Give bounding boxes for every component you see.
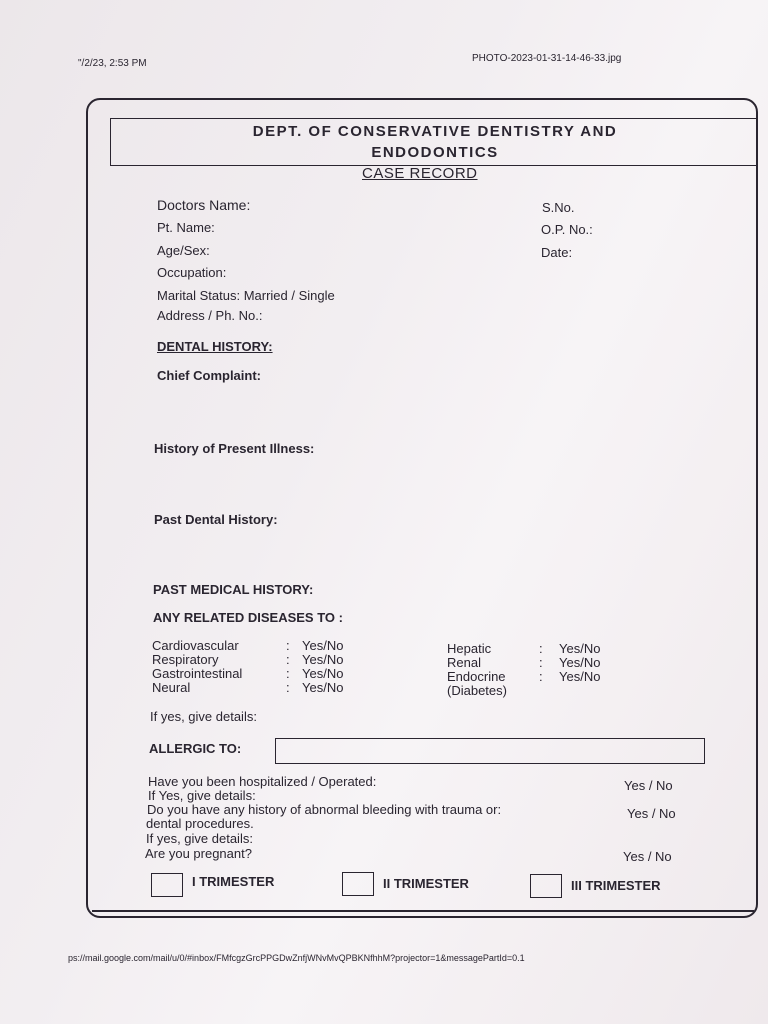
disease-answer: Yes/No	[559, 641, 601, 656]
form-title: CASE RECORD	[362, 165, 478, 182]
disease-answer: Yes/No	[302, 666, 344, 681]
age-sex-label: Age/Sex:	[157, 243, 210, 258]
occupation-label: Occupation:	[157, 265, 227, 280]
bleeding-answer: Yes / No	[627, 806, 676, 821]
disease-answer: Yes/No	[302, 680, 344, 695]
disease-name: Hepatic	[447, 641, 492, 656]
department-line-2: ENDODONTICS	[371, 144, 499, 161]
disease-row: Hepatic : Yes/No	[447, 641, 601, 656]
disease-row: Endocrine : Yes/No	[447, 669, 601, 684]
disease-answer: Yes/No	[559, 669, 601, 684]
trimester-1-checkbox[interactable]	[151, 873, 183, 897]
date-label: Date:	[541, 245, 573, 260]
disease-name: Endocrine	[447, 669, 506, 684]
past-medical-history-heading: PAST MEDICAL HISTORY:	[153, 582, 314, 597]
disease-name: Respiratory	[152, 652, 219, 667]
dental-history-heading: DENTAL HISTORY:	[157, 339, 273, 354]
if-yes-details-label: If yes, give details:	[150, 709, 257, 724]
pregnant-answer: Yes / No	[623, 849, 672, 864]
disease-answer: Yes/No	[302, 652, 344, 667]
trimester-2-checkbox[interactable]	[342, 872, 374, 896]
hospitalized-answer: Yes / No	[624, 778, 673, 793]
doctors-name-label: Doctors Name:	[157, 197, 251, 213]
disease-answer: Yes/No	[559, 655, 601, 670]
disease-row: Respiratory : Yes/No	[152, 652, 344, 667]
sno-label: S.No.	[542, 200, 575, 215]
disease-name: Neural	[152, 680, 191, 695]
trimester-3-label: III TRIMESTER	[571, 878, 661, 893]
disease-row: Cardiovascular : Yes/No	[152, 638, 344, 653]
hospitalized-question: Have you been hospitalized / Operated:	[148, 774, 377, 789]
marital-status-label: Marital Status: Married / Single	[157, 288, 335, 303]
pregnant-question: Are you pregnant?	[145, 846, 252, 861]
disease-name: Gastrointestinal	[152, 666, 243, 681]
related-diseases-heading: ANY RELATED DISEASES TO :	[153, 610, 343, 625]
disease-row: Neural : Yes/No	[152, 680, 344, 695]
disease-row	[447, 684, 600, 698]
present-illness-label: History of Present Illness:	[154, 441, 315, 456]
trimester-3-checkbox[interactable]	[530, 874, 562, 898]
print-date-time: "/2/23, 2:53 PM	[78, 58, 147, 69]
patient-name-label: Pt. Name:	[157, 220, 215, 235]
allergic-to-field[interactable]	[275, 738, 705, 764]
print-filename: PHOTO-2023-01-31-14-46-33.jpg	[472, 53, 622, 64]
disease-list-right	[447, 642, 600, 698]
bleeding-question: Do you have any history of abnormal bleeding with trauma or:	[147, 802, 502, 817]
bleeding-question-cont: dental procedures.	[146, 816, 254, 831]
disease-name: Renal	[447, 655, 481, 670]
chief-complaint-label: Chief Complaint:	[157, 368, 261, 383]
bottom-rule	[92, 910, 754, 912]
disease-row: Renal : Yes/No	[447, 655, 601, 670]
disease-name: Cardiovascular	[152, 638, 239, 653]
disease-name: (Diabetes)	[447, 683, 507, 698]
trimester-1-label: I TRIMESTER	[192, 874, 275, 889]
if-yes-details-label-2: If Yes, give details:	[148, 788, 256, 803]
op-no-label: O.P. No.:	[541, 222, 593, 237]
address-label: Address / Ph. No.:	[157, 308, 263, 323]
disease-list-left	[152, 639, 343, 695]
if-yes-details-label-3: If yes, give details:	[146, 831, 253, 846]
print-footer-url: ps://mail.google.com/mail/u/0/#inbox/FMfcgzGrcPPGDwZnfjWNvMvQPBKNfhhM?projector=1&messagePartId=0.1	[68, 953, 525, 963]
department-title	[110, 121, 760, 163]
allergic-to-label: ALLERGIC TO:	[149, 741, 242, 756]
past-dental-history-label: Past Dental History:	[154, 512, 278, 527]
disease-answer: Yes/No	[302, 638, 344, 653]
department-line-1: DEPT. OF CONSERVATIVE DENTISTRY AND	[252, 123, 618, 140]
disease-row: Gastrointestinal : Yes/No	[152, 666, 344, 681]
trimester-2-label: II TRIMESTER	[383, 876, 469, 891]
